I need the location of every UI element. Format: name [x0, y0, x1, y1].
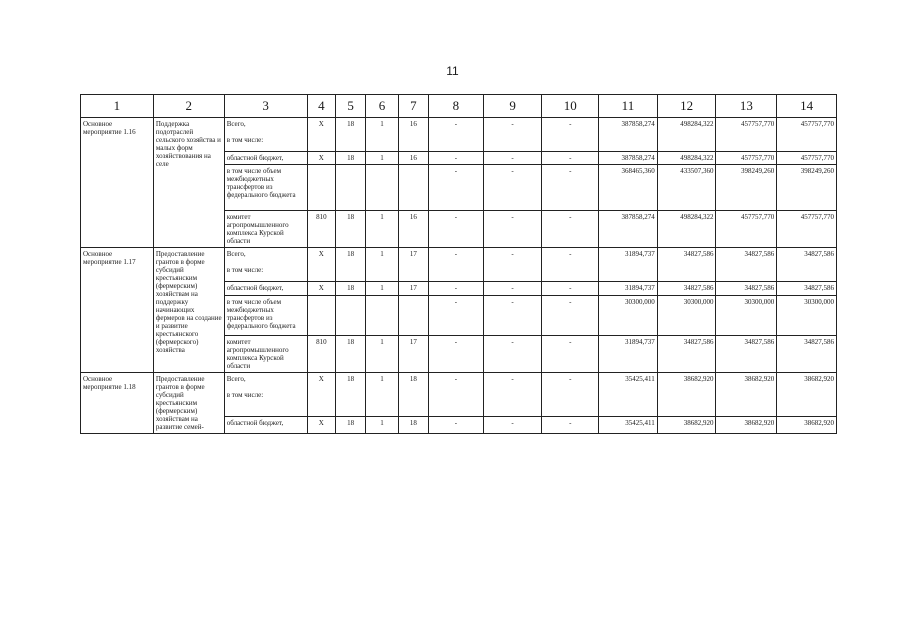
value-cell-c6: 1: [366, 336, 398, 373]
value-cell-c4: 810: [307, 211, 335, 248]
value-cell-c12: 498284,322: [657, 211, 716, 248]
value-cell-c11: 35425,411: [599, 373, 658, 417]
value-cell-c12: 433507,360: [657, 165, 716, 211]
funding-source-cell: в том числе объем межбюджетных трансфертов из федерального бюджета: [224, 165, 307, 211]
value-cell-c14: 34827,586: [777, 282, 837, 296]
value-cell-c12: 34827,586: [657, 248, 716, 282]
header-cell: 13: [716, 95, 777, 118]
value-cell-c9: -: [483, 336, 542, 373]
value-cell-c12: 34827,586: [657, 282, 716, 296]
value-cell-c4: [307, 165, 335, 211]
value-cell-c10: -: [542, 282, 599, 296]
value-cell-c7: 17: [398, 282, 428, 296]
header-cell: 3: [224, 95, 307, 118]
value-cell-c13: 457757,770: [716, 211, 777, 248]
value-cell-c6: 1: [366, 373, 398, 417]
table-row: [81, 248, 837, 282]
funding-source-cell: комитет агропромышленного комплекса Курской области: [224, 336, 307, 373]
measure-cell: Основное мероприятие 1.16: [81, 118, 154, 248]
value-cell-c5: [336, 165, 366, 211]
value-cell-c12: 38682,920: [657, 373, 716, 417]
value-cell-c4: X: [307, 373, 335, 417]
funding-source-cell: Всего, в том числе:: [224, 248, 307, 282]
value-cell-c8: -: [429, 118, 484, 152]
value-cell-c11: 31894,737: [599, 248, 658, 282]
value-cell-c5: 18: [336, 118, 366, 152]
value-cell-c5: 18: [336, 373, 366, 417]
value-cell-c9: -: [483, 248, 542, 282]
value-cell-c4: X: [307, 248, 335, 282]
value-cell-c8: -: [429, 336, 484, 373]
value-cell-c6: [366, 296, 398, 336]
header-cell: 5: [336, 95, 366, 118]
value-cell-c6: 1: [366, 282, 398, 296]
value-cell-c12: 498284,322: [657, 118, 716, 152]
value-cell-c8: -: [429, 282, 484, 296]
value-cell-c13: 34827,586: [716, 282, 777, 296]
value-cell-c11: 31894,737: [599, 282, 658, 296]
value-cell-c14: 457757,770: [777, 211, 837, 248]
funding-source-cell: комитет агропромышленного комплекса Курской области: [224, 211, 307, 248]
value-cell-c9: -: [483, 282, 542, 296]
value-cell-c10: -: [542, 416, 599, 433]
value-cell-c6: [366, 165, 398, 211]
value-cell-c4: X: [307, 152, 335, 165]
value-cell-c5: 18: [336, 152, 366, 165]
value-cell-c6: 1: [366, 118, 398, 152]
value-cell-c11: 387858,274: [599, 211, 658, 248]
value-cell-c10: -: [542, 248, 599, 282]
value-cell-c4: [307, 296, 335, 336]
value-cell-c9: -: [483, 373, 542, 417]
value-cell-c7: 16: [398, 118, 428, 152]
value-cell-c7: 18: [398, 416, 428, 433]
header-cell: 9: [483, 95, 542, 118]
value-cell-c5: 18: [336, 282, 366, 296]
value-cell-c5: 18: [336, 336, 366, 373]
value-cell-c14: 34827,586: [777, 336, 837, 373]
description-cell: Предоставление грантов в форме субсидий крестьянским (фермерским) хозяйствам на поддержку начинающих фермеров на создание и развитие крестьянского (фермерского) хозяйства: [153, 248, 224, 373]
description-cell: Предоставление грантов в форме субсидий крестьянским (фермерским) хозяйствам на развитие семей-: [153, 373, 224, 434]
header-cell: 11: [599, 95, 658, 118]
value-cell-c12: 498284,322: [657, 152, 716, 165]
header-cell: 6: [366, 95, 398, 118]
value-cell-c10: -: [542, 211, 599, 248]
value-cell-c12: 38682,920: [657, 416, 716, 433]
value-cell-c5: 18: [336, 211, 366, 248]
header-cell: 1: [81, 95, 154, 118]
description-cell: Поддержка подотраслей сельского хозяйства и малых форм хозяйствования на селе: [153, 118, 224, 248]
value-cell-c13: 457757,770: [716, 152, 777, 165]
funding-source-cell: Всего, в том числе:: [224, 118, 307, 152]
value-cell-c5: 18: [336, 416, 366, 433]
value-cell-c11: 368465,360: [599, 165, 658, 211]
value-cell-c13: 398249,260: [716, 165, 777, 211]
value-cell-c6: 1: [366, 416, 398, 433]
value-cell-c10: -: [542, 336, 599, 373]
value-cell-c10: -: [542, 373, 599, 417]
header-cell: 14: [777, 95, 837, 118]
value-cell-c9: -: [483, 152, 542, 165]
table-row: [81, 373, 837, 417]
value-cell-c7: 17: [398, 336, 428, 373]
value-cell-c8: -: [429, 296, 484, 336]
funding-source-cell: областной бюджет,: [224, 416, 307, 433]
value-cell-c10: -: [542, 165, 599, 211]
header-cell: 12: [657, 95, 716, 118]
value-cell-c7: 16: [398, 211, 428, 248]
funding-source-cell: в том числе объем межбюджетных трансфертов из федерального бюджета: [224, 296, 307, 336]
funding-source-cell: Всего, в том числе:: [224, 373, 307, 417]
table-row: [81, 118, 837, 152]
value-cell-c6: 1: [366, 211, 398, 248]
value-cell-c5: 18: [336, 248, 366, 282]
value-cell-c8: -: [429, 152, 484, 165]
value-cell-c9: -: [483, 296, 542, 336]
funding-source-cell: областной бюджет,: [224, 152, 307, 165]
value-cell-c8: -: [429, 373, 484, 417]
value-cell-c12: 34827,586: [657, 336, 716, 373]
value-cell-c11: 35425,411: [599, 416, 658, 433]
value-cell-c14: 457757,770: [777, 152, 837, 165]
value-cell-c14: 38682,920: [777, 416, 837, 433]
value-cell-c8: -: [429, 165, 484, 211]
page-number: 11: [446, 64, 459, 78]
header-cell: 10: [542, 95, 599, 118]
value-cell-c4: X: [307, 118, 335, 152]
value-cell-c8: -: [429, 248, 484, 282]
funding-source-cell: областной бюджет,: [224, 282, 307, 296]
value-cell-c13: 38682,920: [716, 416, 777, 433]
value-cell-c10: -: [542, 296, 599, 336]
value-cell-c14: 457757,770: [777, 118, 837, 152]
header-cell: 4: [307, 95, 335, 118]
value-cell-c14: 30300,000: [777, 296, 837, 336]
header-cell: 8: [429, 95, 484, 118]
value-cell-c13: 38682,920: [716, 373, 777, 417]
value-cell-c5: [336, 296, 366, 336]
value-cell-c7: 16: [398, 152, 428, 165]
value-cell-c9: -: [483, 118, 542, 152]
value-cell-c8: -: [429, 416, 484, 433]
value-cell-c8: -: [429, 211, 484, 248]
header-row: [81, 95, 837, 118]
value-cell-c9: -: [483, 416, 542, 433]
value-cell-c6: 1: [366, 152, 398, 165]
value-cell-c12: 30300,000: [657, 296, 716, 336]
value-cell-c7: [398, 296, 428, 336]
budget-table: [80, 94, 837, 434]
value-cell-c9: -: [483, 211, 542, 248]
value-cell-c7: [398, 165, 428, 211]
header-cell: 7: [398, 95, 428, 118]
value-cell-c13: 30300,000: [716, 296, 777, 336]
header-cell: 2: [153, 95, 224, 118]
value-cell-c14: 398249,260: [777, 165, 837, 211]
value-cell-c9: -: [483, 165, 542, 211]
value-cell-c4: X: [307, 282, 335, 296]
value-cell-c11: 31894,737: [599, 336, 658, 373]
value-cell-c14: 38682,920: [777, 373, 837, 417]
value-cell-c10: -: [542, 118, 599, 152]
value-cell-c10: -: [542, 152, 599, 165]
value-cell-c11: 30300,000: [599, 296, 658, 336]
value-cell-c4: 810: [307, 336, 335, 373]
value-cell-c13: 457757,770: [716, 118, 777, 152]
value-cell-c13: 34827,586: [716, 248, 777, 282]
value-cell-c6: 1: [366, 248, 398, 282]
measure-cell: Основное мероприятие 1.17: [81, 248, 154, 373]
value-cell-c13: 34827,586: [716, 336, 777, 373]
value-cell-c11: 387858,274: [599, 152, 658, 165]
value-cell-c11: 387858,274: [599, 118, 658, 152]
value-cell-c7: 17: [398, 248, 428, 282]
measure-cell: Основное мероприятие 1.18: [81, 373, 154, 434]
value-cell-c14: 34827,586: [777, 248, 837, 282]
value-cell-c7: 18: [398, 373, 428, 417]
value-cell-c4: X: [307, 416, 335, 433]
